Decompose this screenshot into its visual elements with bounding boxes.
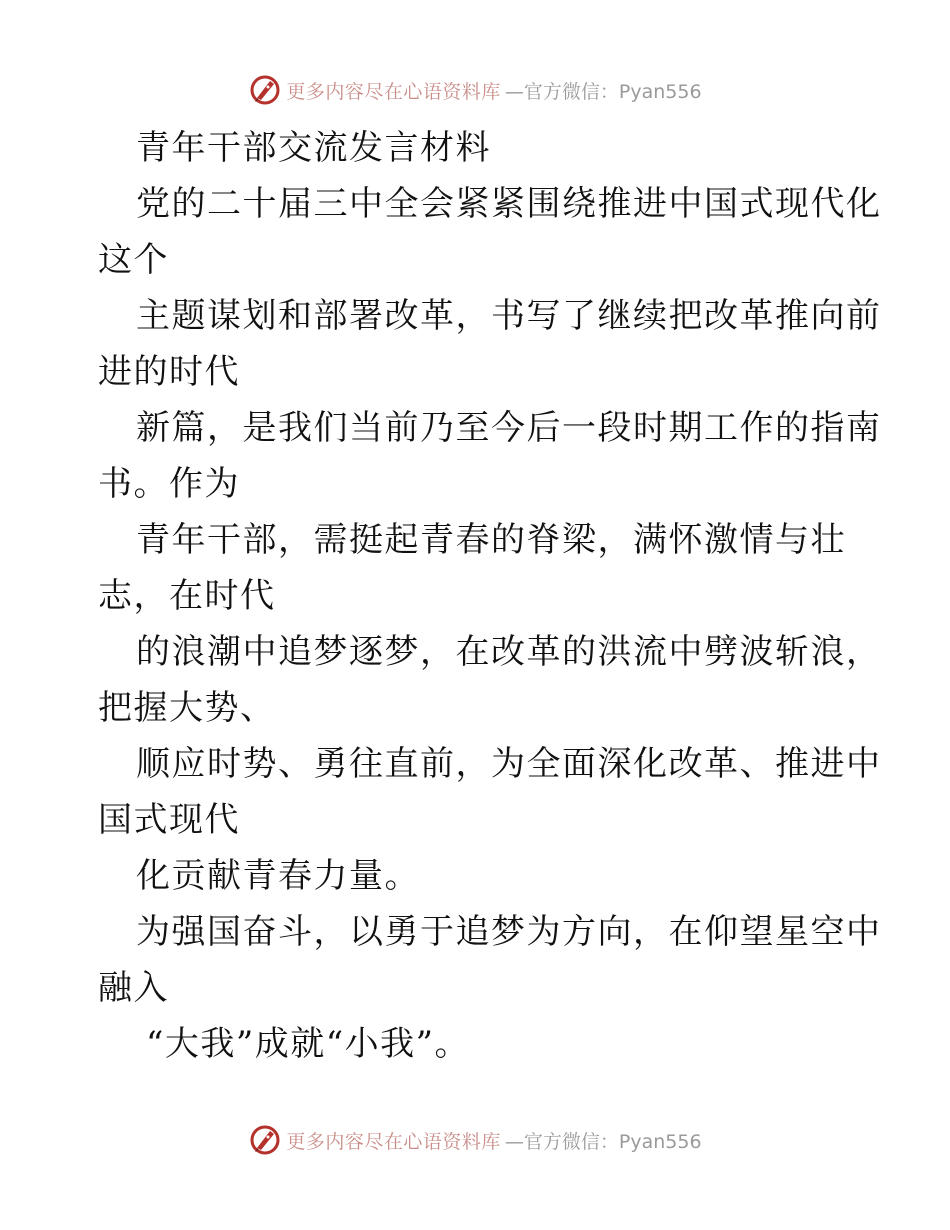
header-banner	[0, 70, 950, 110]
document-body	[98, 120, 882, 1072]
paragraph-line: 融入	[98, 968, 169, 1008]
paragraph-line: 这个	[98, 240, 169, 280]
banner-brand-text: 更多内容尽在心语资料库	[286, 1130, 501, 1153]
paragraph-line: 书。作为	[98, 464, 240, 504]
banner-brand-text: 更多内容尽在心语资料库	[286, 80, 501, 103]
paragraph-line: 顺应时势、勇往直前，为全面深化改革、推进中	[136, 744, 882, 784]
paragraph-line: 为强国奋斗，以勇于追梦为方向，在仰望星空中	[136, 912, 882, 952]
paragraph-line: 主题谋划和部署改革，书写了继续把改革推向前	[136, 296, 882, 336]
paragraph-line: 志，在时代	[98, 576, 276, 616]
document-title: 青年干部交流发言材料	[136, 128, 491, 168]
paragraph-line: 化贡献青春力量。	[136, 856, 420, 896]
footer-banner	[0, 1120, 950, 1160]
pen-nib-logo-icon	[248, 73, 282, 107]
banner-contact-text: —官方微信：Pyan556	[504, 80, 702, 103]
paragraph-line: 进的时代	[98, 352, 240, 392]
paragraph-line: 国式现代	[98, 800, 240, 840]
paragraph-line: 青年干部，需挺起青春的脊梁，满怀激情与壮	[136, 520, 846, 560]
paragraph-line: “大我”成就“小我”。	[146, 1024, 471, 1064]
paragraph-line: 党的二十届三中全会紧紧围绕推进中国式现代化	[136, 184, 882, 224]
pen-nib-logo-icon	[248, 1123, 282, 1157]
paragraph-line: 把握大势、	[98, 688, 276, 728]
paragraph-line: 新篇，是我们当前乃至今后一段时期工作的指南	[136, 408, 882, 448]
paragraph-line: 的浪潮中追梦逐梦，在改革的洪流中劈波斩浪，	[136, 632, 882, 672]
banner-contact-text: —官方微信：Pyan556	[504, 1130, 702, 1153]
